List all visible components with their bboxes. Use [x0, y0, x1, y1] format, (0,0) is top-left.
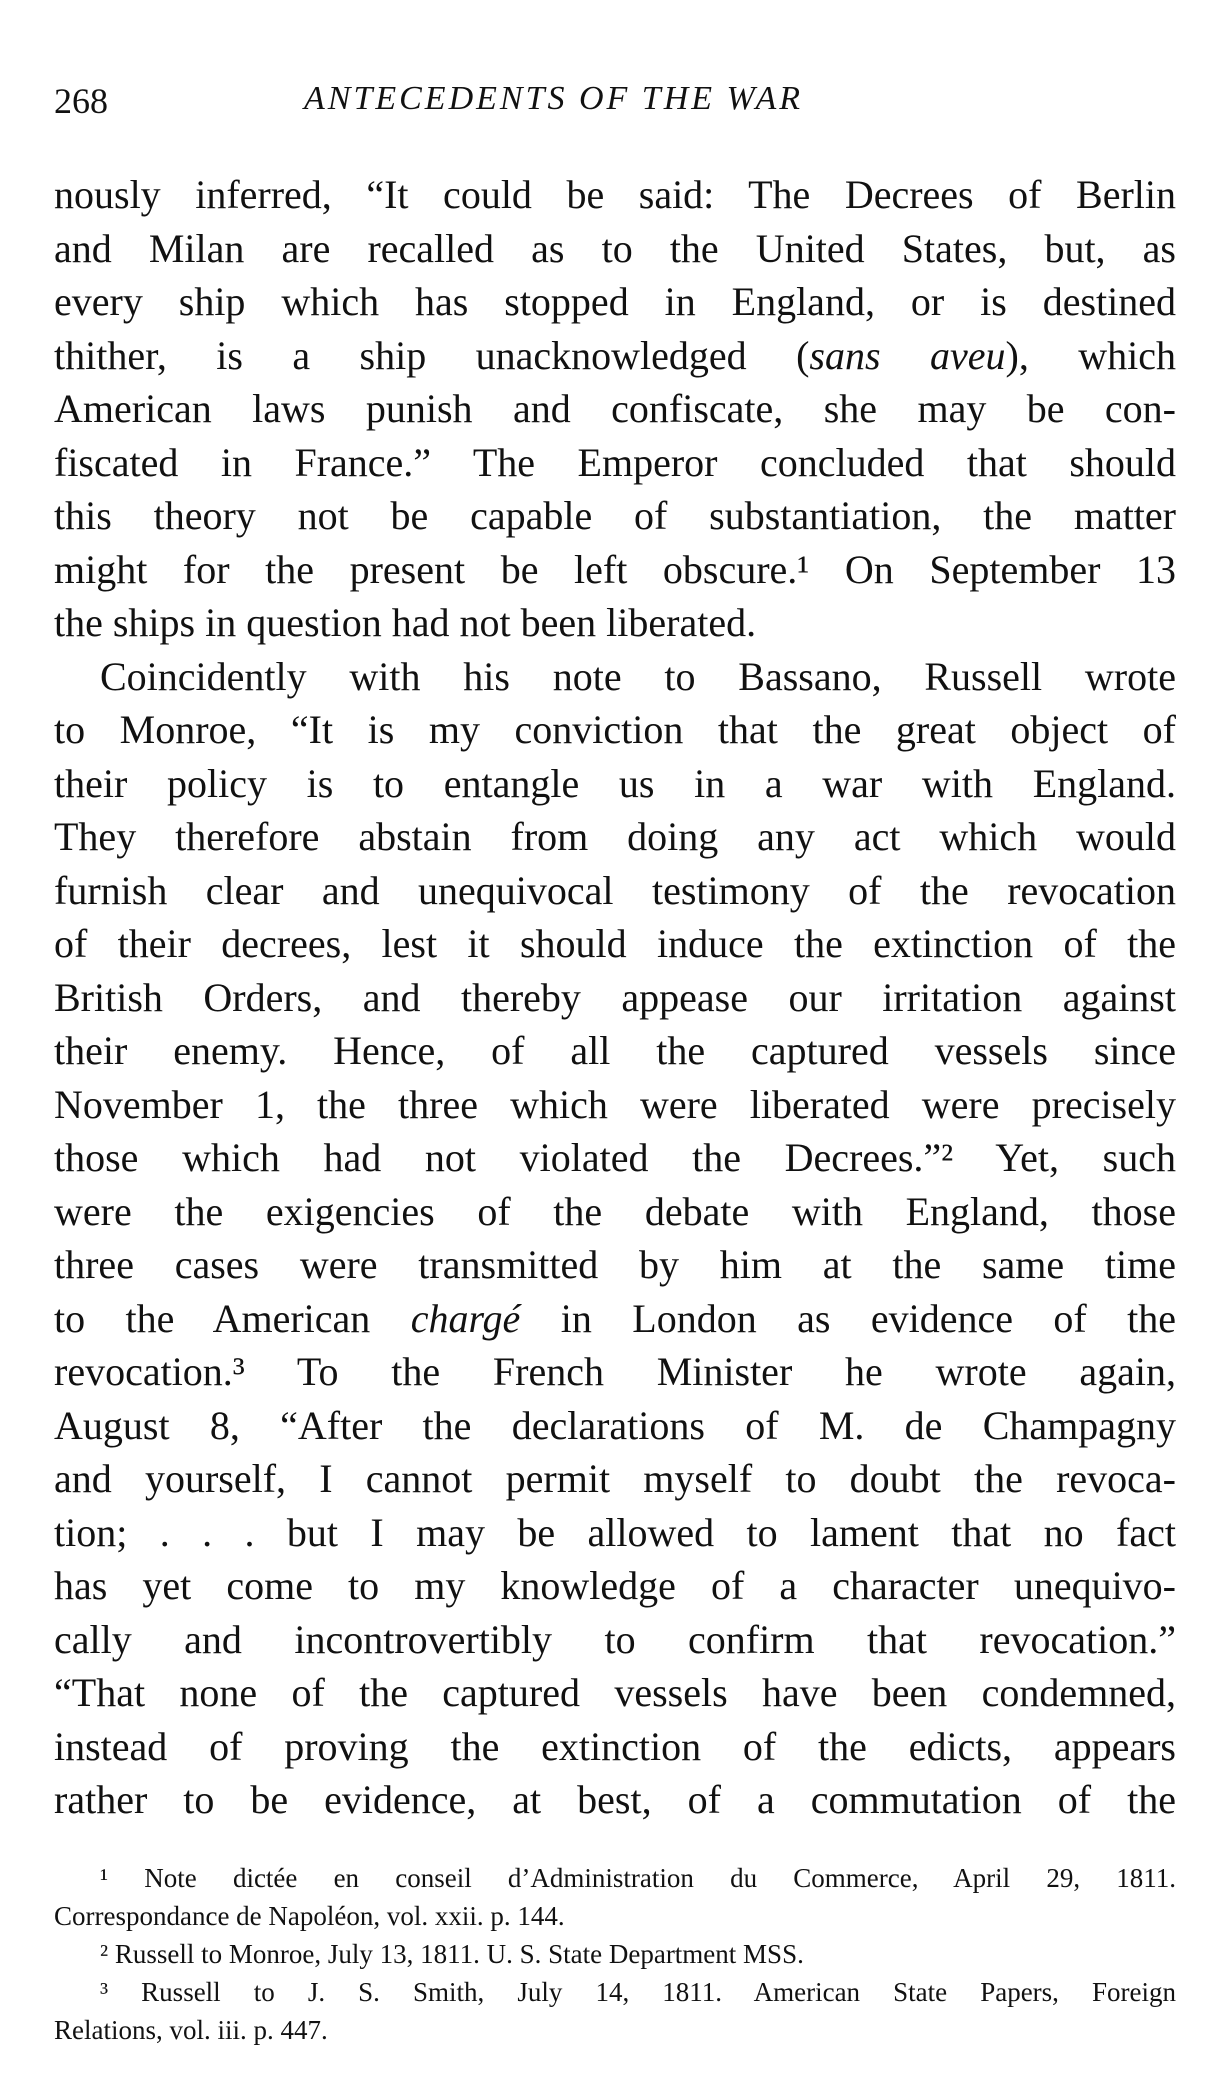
- text-line: instead of proving the extinction of the edicts, appears: [54, 1723, 1176, 1769]
- footnote-line: ³ Russell to J. S. Smith, July 14, 1811. American State Papers, Foreign: [100, 1976, 1176, 2007]
- text-line: the ships in question had not been liberated.: [54, 600, 757, 645]
- text-line: might for the present be left obscure.¹ On September 13: [54, 546, 1176, 592]
- text-line: furnish clear and unequivocal testimony of the revocation: [54, 867, 1176, 913]
- footnote-line: Relations, vol. iii. p. 447.: [54, 2014, 328, 2045]
- footnote-line: Correspondance de Napoléon, vol. xxii. p. 144.: [54, 1900, 565, 1931]
- text-line: their policy is to entangle us in a war with England.: [54, 760, 1176, 806]
- book-page: [54, 70, 1176, 2049]
- paragraph-1: [54, 168, 1176, 650]
- text-line: those which had not violated the Decrees.”² Yet, such: [54, 1135, 1176, 1180]
- text-line: cally and incontrovertibly to confirm that revocation.”: [54, 1616, 1176, 1662]
- text-line: Coincidently with his note to Bassano, Russell wrote: [100, 653, 1176, 699]
- text-line: to Monroe, “It is my conviction that the great object of: [54, 707, 1176, 752]
- text-line: nously inferred, “It could be said: The Decrees of Berlin: [54, 172, 1176, 217]
- footnote-line: ¹ Note dictée en conseil d’Administration du Commerce, April 29, 1811.: [100, 1862, 1176, 1893]
- text-line: British Orders, and thereby appease our irritation against: [54, 974, 1176, 1020]
- text-line: were the exigencies of the debate with England, those: [54, 1188, 1176, 1234]
- italic-term: sans aveu: [809, 332, 1006, 378]
- text-line: of their decrees, lest it should induce the extinction of the: [54, 921, 1176, 966]
- text-line: revocation.³ To the French Minister he wrote again,: [54, 1349, 1176, 1394]
- text-line: to the American chargé in London as evidence of the: [54, 1295, 1176, 1341]
- italic-term: chargé: [410, 1295, 521, 1341]
- text-line: three cases were transmitted by him at the same time: [54, 1242, 1176, 1287]
- body-text: [54, 168, 1176, 1827]
- page-number: 268: [54, 81, 108, 121]
- text-line: August 8, “After the declarations of M. de Champagny: [54, 1402, 1176, 1448]
- footnotes: [54, 1859, 1176, 2049]
- text-line: “That none of the captured vessels have been condemned,: [54, 1670, 1176, 1715]
- running-title: ANTECEDENTS OF THE WAR: [304, 80, 804, 117]
- text-line: every ship which has stopped in England, or is destined: [54, 279, 1176, 324]
- text-line: thither, is a ship unacknowledged (sans aveu), which: [54, 332, 1176, 378]
- running-head: [54, 70, 1176, 130]
- footnote-2: [54, 1935, 1176, 1973]
- text-line: November 1, the three which were liberated were precisely: [54, 1081, 1176, 1127]
- paragraph-2: [54, 650, 1176, 1827]
- text-line: They therefore abstain from doing any act which would: [54, 814, 1176, 859]
- text-line: has yet come to my knowledge of a character unequivo-: [54, 1563, 1176, 1608]
- footnote-3: [54, 1973, 1176, 2049]
- text-line: fiscated in France.” The Emperor concluded that should: [54, 439, 1176, 485]
- text-line: and yourself, I cannot permit myself to doubt the revoca-: [54, 1456, 1176, 1501]
- text-line: American laws punish and confiscate, she may be con-: [54, 386, 1176, 431]
- footnote-line: ² Russell to Monroe, July 13, 1811. U. S. State Department MSS.: [100, 1938, 804, 1969]
- text-line: tion; . . . but I may be allowed to lament that no fact: [54, 1509, 1176, 1555]
- text-line: their enemy. Hence, of all the captured vessels since: [54, 1028, 1176, 1073]
- text-line: and Milan are recalled as to the United States, but, as: [54, 225, 1176, 271]
- footnote-1: [54, 1859, 1176, 1935]
- text-line: this theory not be capable of substantiation, the matter: [54, 493, 1176, 538]
- text-line: rather to be evidence, at best, of a commutation of the: [54, 1777, 1176, 1822]
